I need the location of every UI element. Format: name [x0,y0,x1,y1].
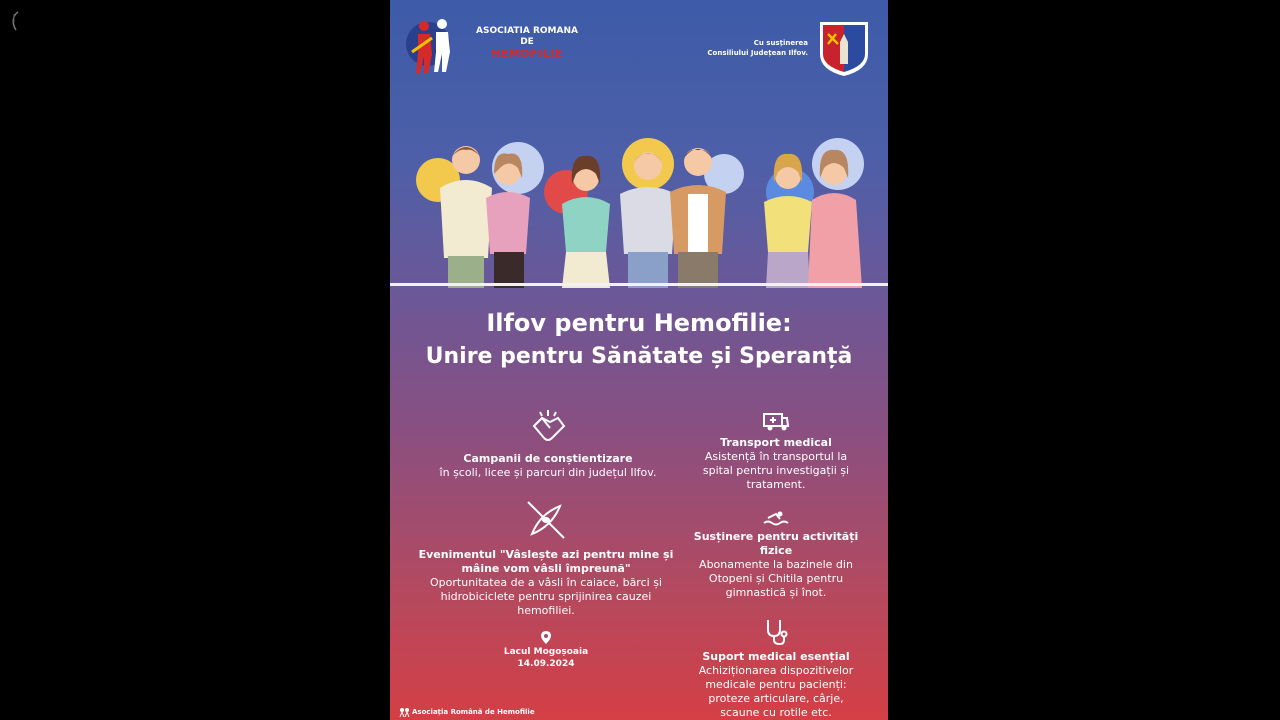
title-line-2: Unire pentru Sănătate și Speranță [425,344,853,369]
kayak-icon [524,498,568,542]
org-line-2: DE [520,37,534,47]
footer-text: Asociația Română de Hemofilie [412,708,535,716]
people-illustration [390,128,888,288]
sustinere-text: Abonamente la bazinele din Otopeni și Chitila pentru gimnastică și înot. [699,558,853,599]
association-logo [404,14,464,76]
campanii-heading: Campanii de conștientizare [463,452,633,465]
location-place: Lacul Mogoșoaia [503,647,589,657]
transport-text: Asistență în transportul la spital pentru investigații și tratament. [702,450,850,491]
transport-heading: Transport medical [720,436,832,449]
association-name [472,26,582,59]
suport-text: Achiziționarea dispozitivelor medicale pentru pacienți: proteze articulare, cârje, scaune cu rotile etc. [698,664,854,719]
eveniment-heading: Evenimentul "Vâslește azi pentru mine și mâine vom vâsli împreună" [418,548,674,575]
campanii-text: în școli, licee și parcuri din județul Ilfov. [439,466,657,479]
feature-campanii [438,408,658,480]
stethoscope-icon [762,618,790,646]
support-line-2: Consiliului Județean Ilfov. [707,49,808,57]
sustinere-heading: Susținere pentru activități fizice [693,530,859,557]
divider [390,283,888,286]
title-line-1: Ilfov pentru Hemofilie: [486,309,792,337]
ilfov-crest [818,20,870,78]
ambulance-icon [762,410,790,432]
location-date: 14.09.2024 [517,659,575,669]
corner-mark [8,10,24,40]
footer [412,708,535,716]
eveniment-text: Oportunitatea de a vâsli în caiace, bărci și hidrobiciclete pentru sprijinirea cauzei hemofiliei. [430,576,662,617]
feature-transport [690,410,862,492]
poster-title [390,306,888,374]
handshake-icon [528,408,568,446]
suport-heading: Suport medical esențial [702,650,850,663]
swimming-icon [762,510,790,526]
org-line-3: HEMOFILIE [491,47,563,60]
event-location [476,630,616,670]
footer-logo-icon [398,707,410,717]
support-text [707,38,808,58]
location-pin-icon [538,630,554,646]
poster [390,0,888,720]
feature-eveniment [414,498,678,618]
feature-suport [690,618,862,720]
feature-sustinere [690,510,862,600]
support-line-1: Cu susținerea [753,39,808,47]
org-line-1: ASOCIATIA ROMANA [476,26,578,36]
